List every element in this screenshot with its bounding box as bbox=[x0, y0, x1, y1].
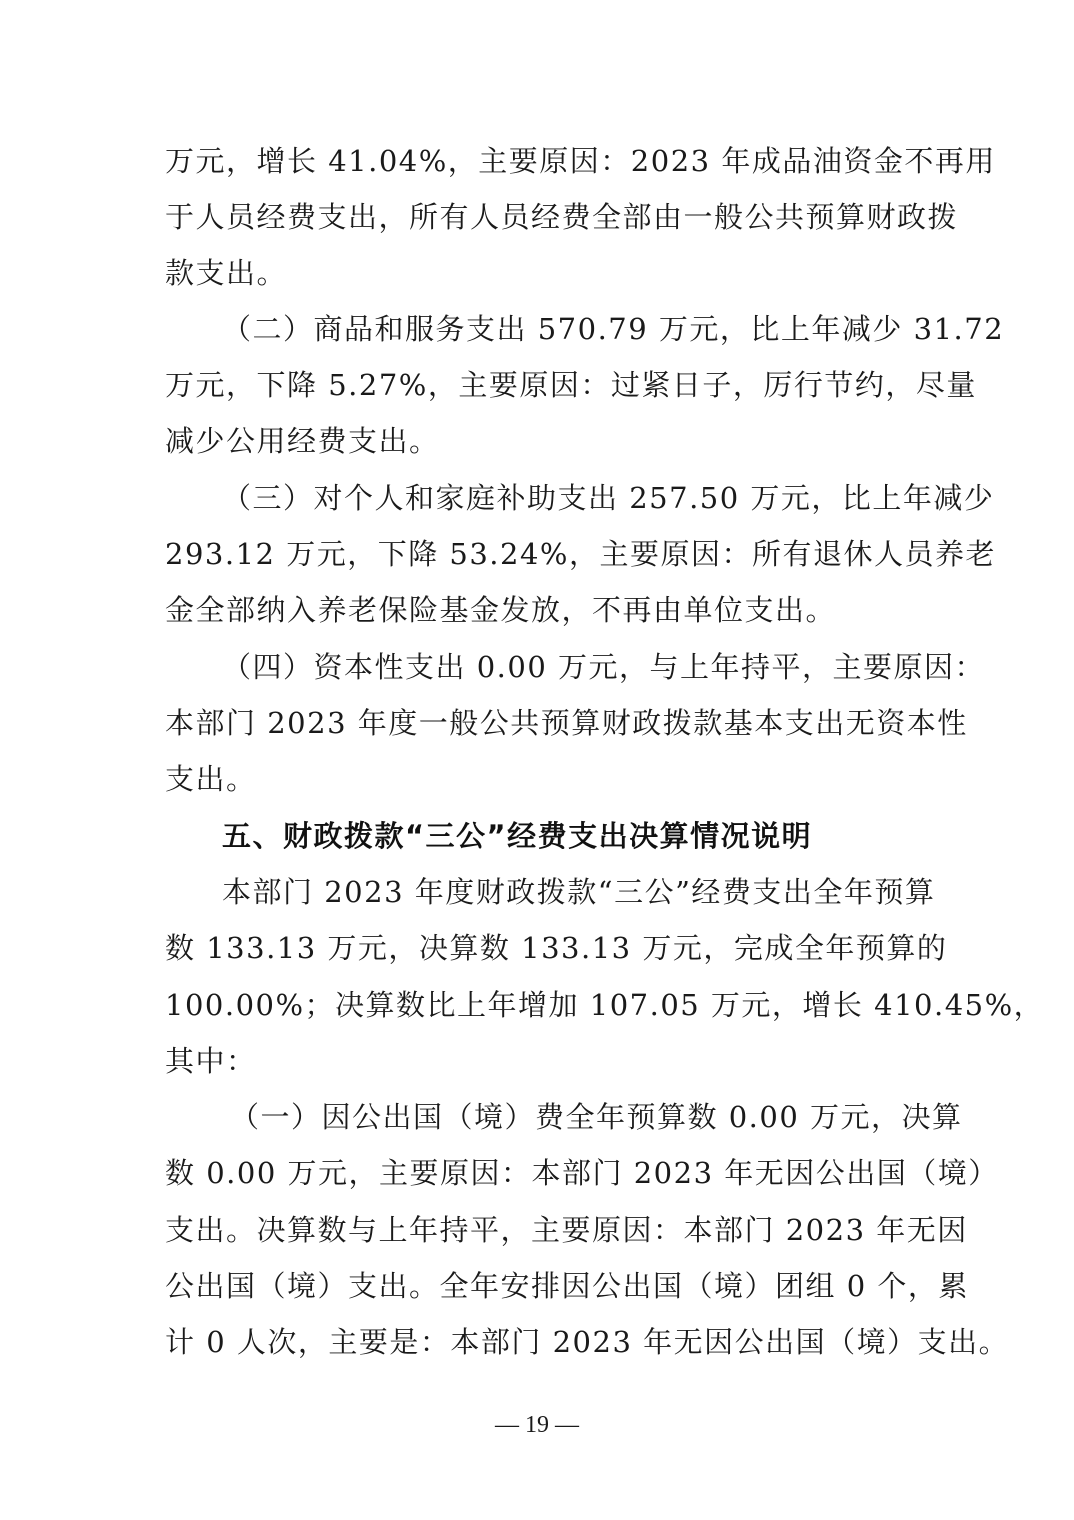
paragraph-line: 款支出。 bbox=[165, 256, 288, 290]
paragraph-line: 金全部纳入养老保险基金发放，不再由单位支出。 bbox=[165, 593, 837, 627]
paragraph-line: 其中： bbox=[165, 1044, 257, 1078]
paragraph-line: 公出国（境）支出。全年安排因公出国（境）团组 0 个，累 bbox=[165, 1269, 969, 1303]
paragraph-line: 数 0.00 万元，主要原因：本部门 2023 年无因公出国（境） bbox=[165, 1156, 999, 1190]
paragraph-line: 100.00%；决算数比上年增加 107.05 万元，增长 410.45%， bbox=[165, 988, 1045, 1022]
page-number: — 19 — bbox=[495, 1412, 579, 1438]
paragraph-line: 293.12 万元，下降 53.24%，主要原因：所有退休人员养老 bbox=[165, 537, 996, 571]
paragraph-line: 支出。 bbox=[165, 762, 257, 796]
paragraph-line: 减少公用经费支出。 bbox=[165, 424, 440, 458]
paragraph-line: （一）因公出国（境）费全年预算数 0.00 万元，决算 bbox=[230, 1100, 963, 1134]
paragraph-line: 支出。决算数与上年持平，主要原因：本部门 2023 年无因 bbox=[165, 1213, 968, 1247]
paragraph-line: 万元，增长 41.04%，主要原因：2023 年成品油资金不再用 bbox=[165, 144, 996, 178]
paragraph-line: 本部门 2023 年度财政拨款“三公”经费支出全年预算 bbox=[222, 875, 936, 909]
paragraph-line: 万元，下降 5.27%，主要原因：过紧日子，厉行节约，尽量 bbox=[165, 368, 977, 402]
paragraph-line: 数 133.13 万元，决算数 133.13 万元，完成全年预算的 bbox=[165, 931, 948, 965]
paragraph-line: 于人员经费支出，所有人员经费全部由一般公共预算财政拨 bbox=[165, 200, 959, 234]
paragraph-line: （四）资本性支出 0.00 万元，与上年持平，主要原因： bbox=[222, 650, 986, 684]
paragraph-line: （三）对个人和家庭补助支出 257.50 万元，比上年减少 bbox=[222, 481, 995, 515]
paragraph-line: 本部门 2023 年度一般公共预算财政拨款基本支出无资本性 bbox=[165, 706, 968, 740]
paragraph-line: （二）商品和服务支出 570.79 万元，比上年减少 31.72 bbox=[222, 312, 1005, 346]
section-heading: 五、财政拨款“三公”经费支出决算情况说明 bbox=[222, 819, 813, 853]
paragraph-line: 计 0 人次，主要是：本部门 2023 年无因公出国（境）支出。 bbox=[165, 1325, 1010, 1359]
